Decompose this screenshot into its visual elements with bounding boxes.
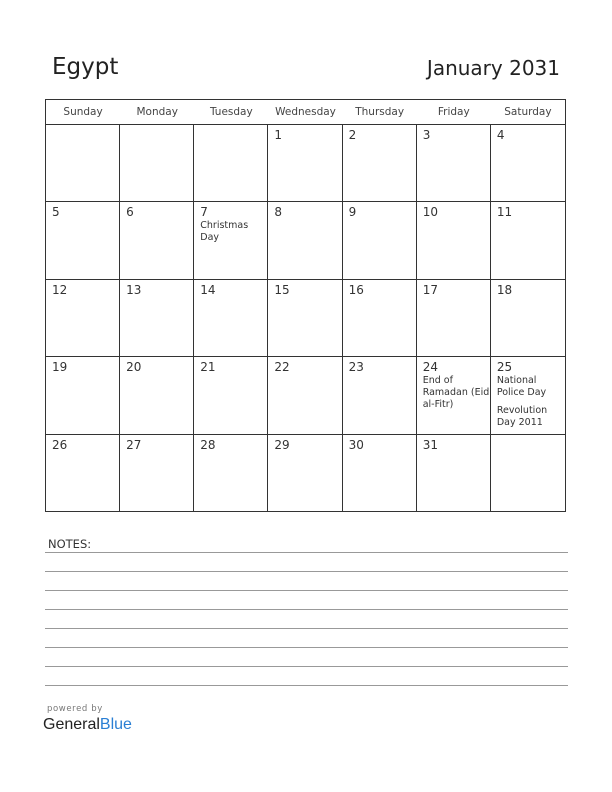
day-number: 14 (200, 282, 216, 297)
day-number: 24 (422, 360, 438, 375)
day-number: 23 (348, 360, 364, 375)
day-cell (120, 435, 194, 512)
note-line (45, 628, 568, 629)
day-number: 22 (274, 360, 290, 375)
day-number: 7 (200, 205, 208, 220)
note-line (45, 590, 568, 591)
day-number: 10 (422, 205, 438, 220)
day-cell (343, 280, 417, 357)
day-number: 9 (348, 205, 357, 220)
day-number: 20 (126, 360, 142, 375)
notes-label: NOTES: (48, 537, 92, 551)
day-cell (46, 435, 120, 512)
holiday-label: Christmas Day (200, 220, 249, 244)
day-cell (343, 202, 417, 279)
holiday-label: End of Ramadan (Eid al-Fitr) (422, 375, 490, 411)
brand-blue: Blue (99, 716, 132, 733)
day-number: 2 (348, 128, 357, 142)
day-cell (268, 202, 342, 279)
day-cell (417, 435, 491, 512)
day-cell (268, 280, 342, 357)
day-cell (120, 357, 194, 434)
day-cell (491, 125, 565, 202)
day-cell (120, 280, 194, 357)
day-number: 29 (274, 437, 290, 452)
day-number: 26 (52, 437, 68, 452)
day-cell (491, 357, 565, 434)
day-cell (46, 125, 120, 202)
day-number: 3 (422, 128, 431, 142)
day-cell (268, 435, 342, 512)
day-cell (120, 125, 194, 202)
powered-by-text: powered by (47, 704, 103, 714)
day-number: 31 (422, 437, 438, 452)
day-cell (120, 202, 194, 279)
day-number: 4 (496, 128, 505, 142)
brand-logo[interactable] (43, 716, 132, 734)
weekday-label: Tuesday (209, 106, 253, 118)
day-cell (194, 435, 268, 512)
weekday-label: Thursday (355, 106, 405, 118)
day-cell (194, 357, 268, 434)
day-number: 30 (348, 437, 364, 452)
day-number: 6 (126, 205, 134, 220)
day-number: 13 (126, 282, 142, 297)
weekday-label: Sunday (63, 106, 103, 118)
note-line (45, 552, 568, 553)
day-number: 18 (496, 282, 513, 297)
day-cell (268, 125, 342, 202)
holiday-label: Revolution Day 2011 (496, 405, 548, 429)
day-number: 25 (496, 360, 513, 375)
note-line (45, 666, 568, 667)
country-title: Egypt (52, 54, 119, 80)
brand-general: General (43, 716, 100, 733)
day-number: 27 (126, 437, 142, 452)
day-cell (46, 357, 120, 434)
weekday-label: Friday (437, 106, 470, 118)
day-cell (268, 357, 342, 434)
calendar-body (46, 125, 565, 512)
weekday-label: Monday (136, 106, 178, 118)
day-cell (417, 125, 491, 202)
day-cell (343, 435, 417, 512)
day-cell (417, 202, 491, 279)
month-year-title: January 2031 (426, 56, 560, 80)
day-number: 15 (274, 282, 290, 297)
day-number: 17 (422, 282, 438, 297)
day-number: 8 (274, 205, 283, 220)
day-cell (194, 280, 268, 357)
day-number: 1 (274, 128, 283, 142)
day-cell (417, 357, 491, 434)
note-line (45, 571, 568, 572)
day-cell (46, 202, 120, 279)
day-cell (46, 280, 120, 357)
day-cell (343, 125, 417, 202)
note-line (45, 609, 568, 610)
weekday-label: Wednesday (275, 106, 336, 118)
day-number: 5 (52, 205, 60, 220)
weekday-label: Saturday (504, 106, 552, 118)
weekday-header (46, 100, 565, 125)
day-number: 19 (52, 360, 68, 375)
day-number: 16 (348, 282, 364, 297)
day-cell (343, 357, 417, 434)
day-cell (194, 125, 268, 202)
day-cell (491, 435, 565, 512)
note-line (45, 647, 568, 648)
day-cell (417, 280, 491, 357)
note-line (45, 685, 568, 686)
day-cell (491, 280, 565, 357)
day-number: 28 (200, 437, 216, 452)
day-number: 21 (200, 360, 216, 375)
day-number: 12 (52, 282, 68, 297)
calendar-grid (45, 99, 566, 512)
holiday-label: National Police Day (496, 375, 547, 399)
day-number: 11 (496, 205, 513, 220)
day-cell (194, 202, 268, 279)
day-cell (491, 202, 565, 279)
